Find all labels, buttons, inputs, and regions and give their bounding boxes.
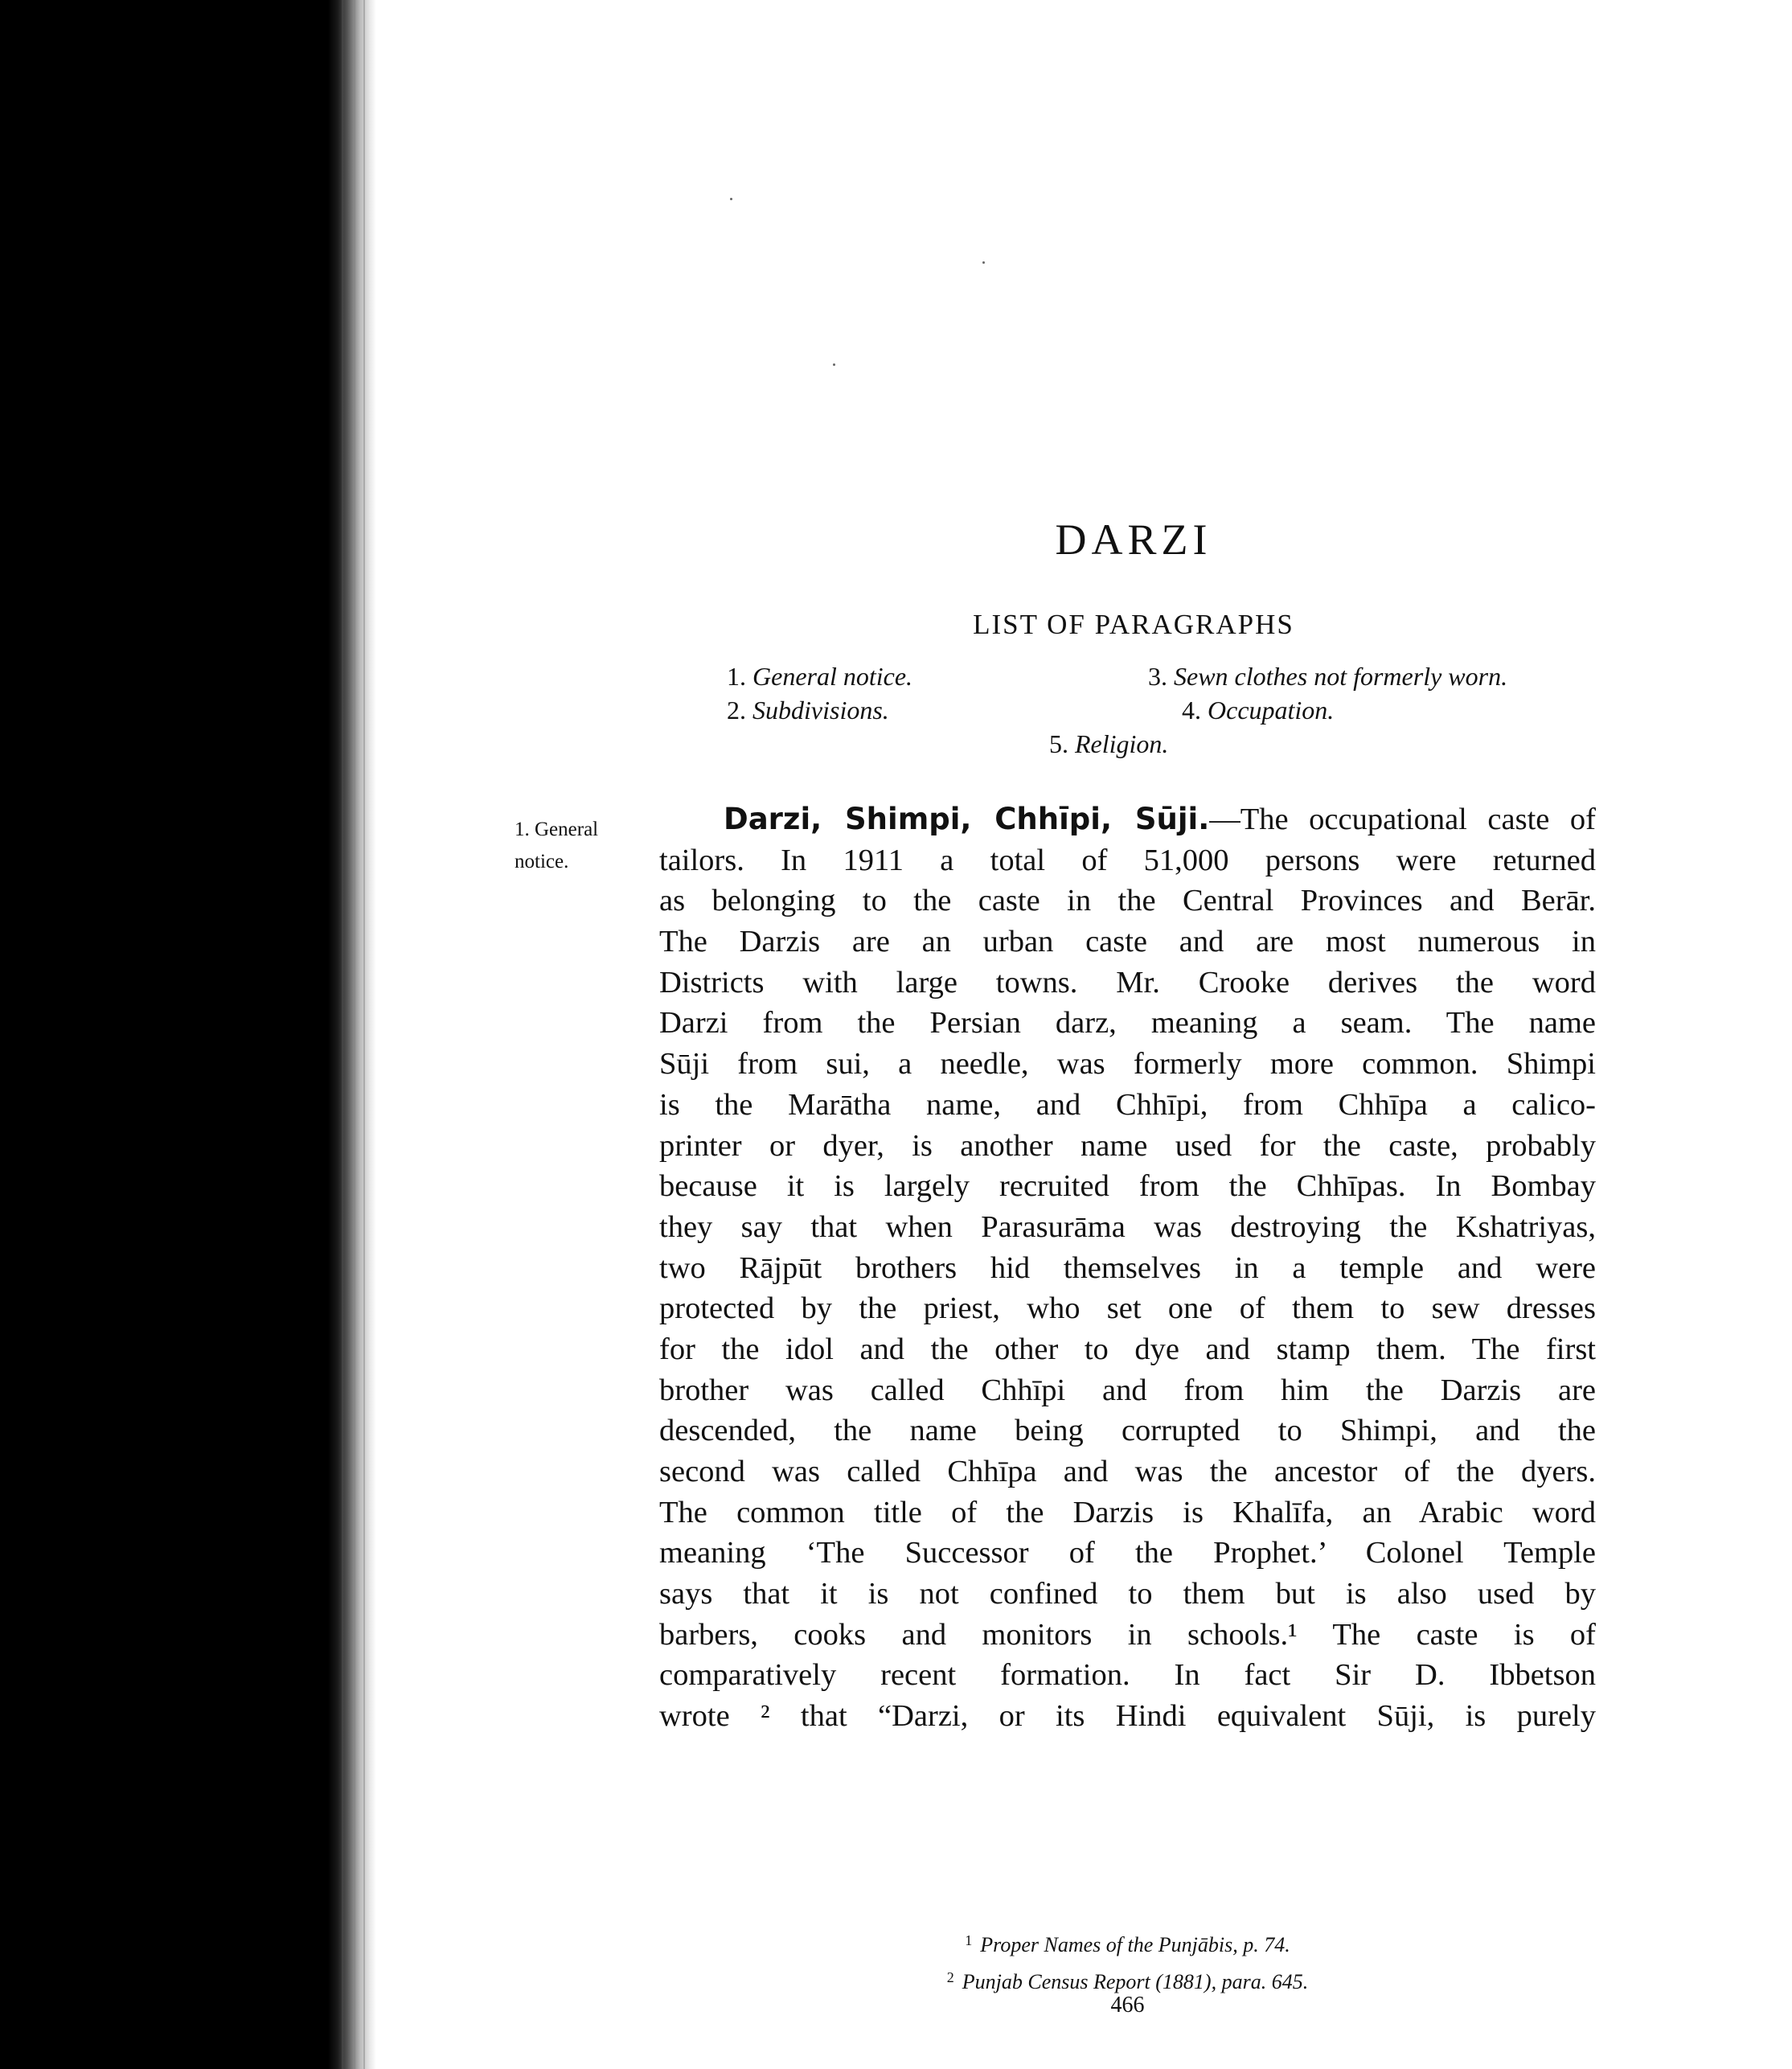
body-line: is the Marātha name, and Chhīpi, from Chhīpa a calico-: [659, 1087, 1596, 1122]
toc-item-subdivisions: [727, 696, 889, 725]
toc-item-number: 5.: [1049, 729, 1068, 758]
body-line: printer or dyer, is another name used for the caste, probably: [659, 1128, 1596, 1163]
paper-speck: [982, 261, 985, 264]
body-line: Darzi from the Persian darz, meaning a seam. The name: [659, 1006, 1596, 1041]
body-line: second was called Chhīpa and was the ancestor of the dyers.: [659, 1455, 1596, 1488]
body-line: The Darzis are an urban caste and are most numerous in: [659, 925, 1596, 959]
page-number: 466: [1110, 1993, 1145, 2018]
body-line: Sūji from sui, a needle, was formerly more common. Shimpi: [659, 1047, 1596, 1082]
footnote-text: Punjab Census Report (1881), para. 645.: [962, 1970, 1309, 1993]
body-line: Darzi, Shimpi, Chhīpi, Sūji.—The occupational caste of: [724, 802, 1596, 836]
body-line: for the idol and the other to dye and stamp them. The first: [659, 1332, 1596, 1366]
toc-item-general-notice: [727, 662, 912, 692]
body-line: protected by the priest, who set one of them to sew dresses: [659, 1291, 1596, 1326]
paper-speck: [833, 363, 835, 366]
margin-sidenote: [515, 814, 598, 878]
body-line: tailors. In 1911 a total of 51,000 persons were returned: [659, 843, 1596, 877]
footnote-mark: 2: [946, 1969, 954, 1985]
footnote: [659, 1924, 1596, 1961]
body-line: Districts with large towns. Mr. Crooke derives the word: [659, 965, 1596, 1000]
sidenote-line: 1. General: [515, 819, 599, 840]
toc-item-number: 4.: [1182, 696, 1201, 725]
binding-line: [363, 0, 365, 2069]
body-line: The common title of the Darzis is Khalīfa, an Arabic word: [659, 1495, 1596, 1529]
body-line: two Rājpūt brothers hid themselves in a temple and were: [659, 1250, 1596, 1285]
body-line: comparatively recent formation. In fact Sir D. Ibbetson: [659, 1658, 1596, 1693]
toc-item-religion: [1049, 729, 1168, 759]
toc-item-number: 1.: [727, 662, 746, 691]
binding-line: [354, 0, 355, 2069]
body-line: wrote ² that “Darzi, or its Hindi equivalent Sūji, is purely: [659, 1699, 1596, 1734]
binding-edge-shadow: [0, 0, 376, 2069]
body-line: meaning ‘The Successor of the Prophet.’ Colonel Temple: [659, 1536, 1596, 1570]
body-line: descended, the name being corrupted to Shimpi, and the: [659, 1414, 1596, 1448]
binding-line: [342, 0, 344, 2069]
toc-item-label: Sewn clothes not formerly worn.: [1174, 662, 1508, 691]
list-of-paragraphs-heading: LIST OF PARAGRAPHS: [973, 609, 1294, 640]
body-line: as belonging to the caste in the Central Provinces and Berār.: [659, 884, 1596, 918]
body-line: says that it is not confined to them but is also used by: [659, 1577, 1596, 1611]
toc-item-label: General notice.: [752, 662, 913, 691]
toc-item-sewn-clothes: [1148, 662, 1507, 692]
toc-item-label: Subdivisions.: [752, 696, 889, 725]
paper-speck: [730, 198, 732, 200]
footnote-text: Proper Names of the Punjābis, p. 74.: [980, 1933, 1290, 1956]
body-line: because it is largely recruited from the Chhīpas. In Bombay: [659, 1169, 1596, 1204]
toc-item-number: 3.: [1148, 662, 1167, 691]
body-line: they say that when Parasurāma was destroying the Kshatriyas,: [659, 1209, 1596, 1244]
sidenote-line: notice.: [515, 851, 569, 872]
body-line: brother was called Chhīpi and from him the Darzis are: [659, 1373, 1596, 1407]
footnotes: [659, 1924, 1596, 1998]
toc-item-label: Religion.: [1075, 729, 1169, 758]
body-paragraph: [659, 799, 1596, 1737]
toc-item-occupation: [1182, 696, 1334, 725]
toc-item-label: Occupation.: [1208, 696, 1335, 725]
page-title: DARZI: [1055, 515, 1212, 564]
lead-heading: Darzi, Shimpi, Chhīpi, Sūji.: [724, 802, 1210, 836]
footnote-mark: 1: [965, 1932, 973, 1948]
toc-item-number: 2.: [727, 696, 746, 725]
body-line: barbers, cooks and monitors in schools.¹ The caste is of: [659, 1617, 1596, 1652]
